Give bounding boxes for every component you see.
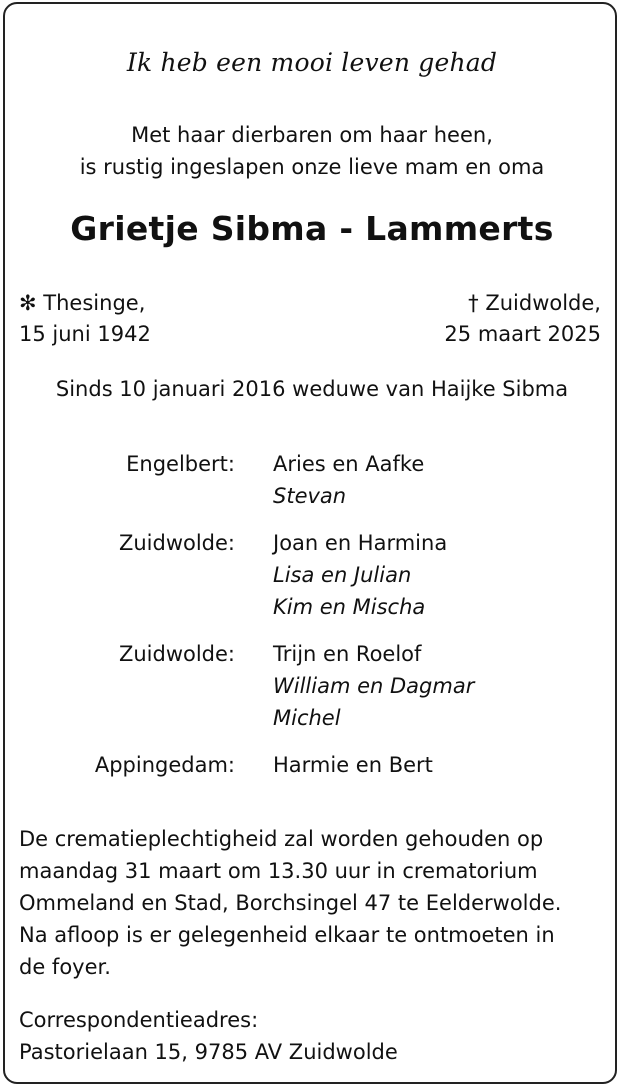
deceased-name: Grietje Sibma - Lammerts [70,209,554,248]
birth-date: 15 juni 1942 [19,322,151,346]
correspondence-address [19,1004,609,1068]
death-place: Zuidwolde, [485,291,601,315]
family-place: Engelbert: [126,452,235,476]
family-parents: Joan en Harmina [273,531,448,555]
intro-line-2: is rustig ingeslapen onze lieve mam en oma [79,155,545,179]
family-place: Zuidwolde: [118,531,235,555]
family-child: William en Dagmar [273,674,475,698]
family-entry [5,527,619,623]
death-date: 25 maart 2025 [444,322,601,346]
death-cross-icon: † [468,291,479,315]
widow-line: Sinds 10 januari 2016 weduwe van Haijke Sibma [55,377,569,401]
intro-line-1: Met haar dierbaren om haar heen, [131,123,493,147]
ceremony-line-4: Na afloop is er gelegenheid elkaar te ontmoeten in [19,923,555,947]
birth-star-icon: ✻ [19,291,37,315]
family-entry [5,749,619,781]
family-place: Appingedam: [94,753,235,777]
ceremony-line-1: De crematieplechtigheid zal worden gehouden op [19,827,544,851]
family-child: Lisa en Julian [273,563,412,587]
ceremony-line-3: Ommeland en Stad, Borchsingel 47 te Eelderwolde. [19,891,562,915]
family-child: Michel [273,706,341,730]
intro-text [5,119,619,183]
birth-info [19,288,151,350]
family-child: Stevan [273,484,347,508]
family-entry [5,638,619,734]
family-child: Kim en Mischa [273,595,426,619]
family-parents: Trijn en Roelof [273,642,422,666]
ceremony-line-5: de foyer. [19,955,111,979]
family-entry [5,448,619,512]
family-names [273,448,424,512]
family-parents: Aries en Aafke [273,452,425,476]
family-place: Zuidwolde: [118,642,235,666]
obituary-card [3,2,617,1084]
family-parents: Harmie en Bert [273,753,433,777]
family-list [5,448,619,796]
family-names [273,749,433,781]
ceremony-line-2: maandag 31 maart om 13.30 uur in crematorium [19,859,538,883]
family-names [273,638,474,734]
death-info [444,288,601,350]
address-label: Correspondentieadres: [19,1008,259,1032]
ceremony-text [19,823,609,983]
address-value: Pastorielaan 15, 9785 AV Zuidwolde [19,1040,398,1064]
motto: Ik heb een mooi leven gehad [126,48,498,77]
family-names [273,527,447,623]
birth-place: Thesinge, [43,291,146,315]
